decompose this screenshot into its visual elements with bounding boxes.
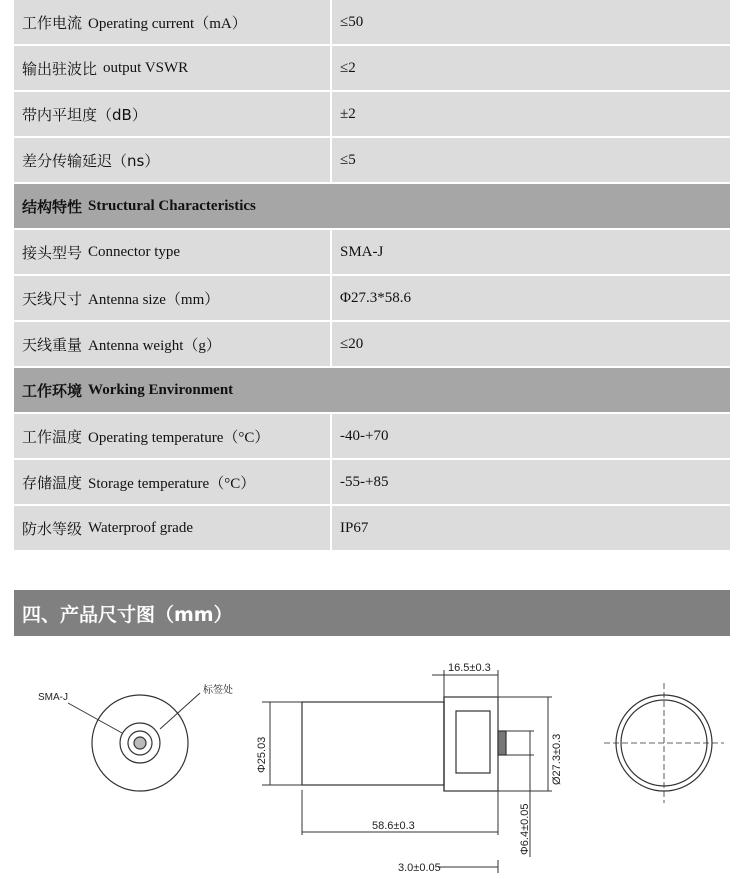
- spec-label-cell: [14, 230, 336, 274]
- spec-label-zh: 结构特性: [22, 197, 83, 216]
- spec-label-en: Structural Characteristics: [88, 197, 256, 214]
- spec-label-cell: [14, 92, 336, 136]
- spec-row: [14, 0, 730, 46]
- spec-section-row: [14, 184, 730, 230]
- dimension-section-banner: [14, 590, 730, 636]
- spec-value-cell: -55-+85: [330, 460, 730, 504]
- spec-value-cell: -40-+70: [330, 414, 730, 458]
- spec-label-en: Antenna weight（g）: [88, 337, 221, 354]
- spec-label-en: Storage temperature（°C）: [88, 475, 256, 492]
- spec-label-zh: 接头型号: [22, 243, 83, 262]
- spec-row: [14, 276, 730, 322]
- connector-label: SMA-J: [38, 692, 68, 703]
- side-view: [302, 697, 506, 791]
- spec-value-cell: ≤2: [330, 46, 730, 90]
- spec-label-cell: [14, 138, 336, 182]
- back-view: [604, 683, 724, 803]
- spec-label-en: output VSWR: [103, 59, 189, 76]
- spec-value-cell: IP67: [330, 506, 730, 550]
- spec-row: [14, 460, 730, 506]
- spec-label-en: Operating current（mA）: [88, 15, 247, 32]
- spec-row: [14, 138, 730, 184]
- spec-label-cell: [14, 46, 336, 90]
- spec-row: [14, 46, 730, 92]
- spec-section-row: [14, 368, 730, 414]
- front-view: [68, 693, 200, 791]
- dim-pin-diameter: Φ6.4±0.05: [519, 803, 531, 855]
- spec-label-zh: 天线尺寸: [22, 289, 83, 308]
- spec-label-cell: [14, 368, 722, 412]
- spec-table: [14, 0, 730, 552]
- spec-label-zh: 天线重量: [22, 335, 83, 354]
- spec-label-cell: [14, 414, 336, 458]
- spec-value-cell: Φ27.3*58.6: [330, 276, 730, 320]
- spec-row: [14, 414, 730, 460]
- spec-value-cell: ±2: [330, 92, 730, 136]
- spec-label-en: Connector type: [88, 243, 181, 260]
- dim-length: 58.6±0.3: [372, 820, 415, 832]
- dim-body-diameter: Φ25.03: [256, 736, 268, 773]
- spec-label-zh: 防水等级: [22, 519, 83, 538]
- spec-label-zh: 输出驻波比: [22, 59, 98, 78]
- spec-label-cell: [14, 0, 336, 44]
- spec-value-cell: ≤20: [330, 322, 730, 366]
- dim-pin-length: 3.0±0.05: [398, 862, 441, 874]
- spec-row: [14, 322, 730, 368]
- spec-label-zh: 工作电流: [22, 13, 83, 32]
- spec-row: [14, 506, 730, 552]
- spec-row: [14, 230, 730, 276]
- spec-label-zh: 存储温度: [22, 473, 83, 492]
- spec-label-en: Operating temperature（°C）: [88, 429, 270, 446]
- spec-label-cell: [14, 460, 336, 504]
- dim-cap-diameter: Ø27.3±0.3: [551, 733, 563, 785]
- spec-value-cell: ≤50: [330, 0, 730, 44]
- spec-label-cell: [14, 506, 336, 550]
- spec-row: [14, 92, 730, 138]
- spec-label-en: Waterproof grade: [88, 519, 194, 536]
- spec-label-en: Working Environment: [88, 381, 234, 398]
- spec-label-zh: 带内平坦度（dB）: [22, 105, 147, 124]
- label-area-text: 标签处: [203, 685, 233, 696]
- spec-label-en: Antenna size（mm）: [88, 291, 220, 308]
- spec-value-cell: SMA-J: [330, 230, 730, 274]
- spec-label-zh: 工作温度: [22, 427, 83, 446]
- spec-label-cell: [14, 322, 336, 366]
- dimension-drawing: [0, 645, 750, 879]
- spec-label-cell: [14, 184, 722, 228]
- spec-label-zh: 工作环境: [22, 381, 83, 400]
- dimension-section-title: 四、产品尺寸图（mm）: [22, 603, 233, 626]
- spec-label-cell: [14, 276, 336, 320]
- spec-value-cell: ≤5: [330, 138, 730, 182]
- dim-top: 16.5±0.3: [448, 662, 491, 674]
- spec-label-zh: 差分传输延迟（ns）: [22, 151, 160, 170]
